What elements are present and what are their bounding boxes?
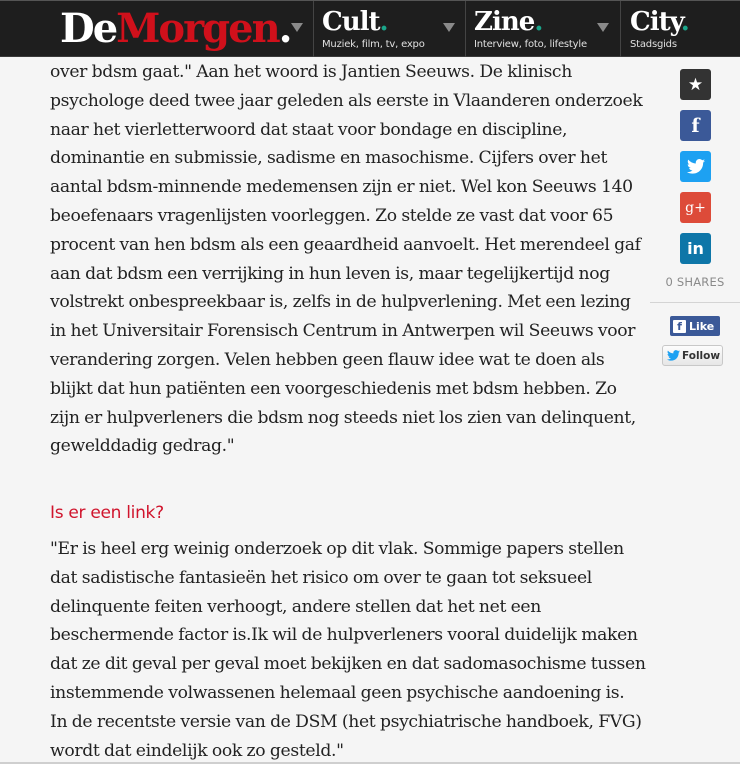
nav-item-cult[interactable]: [322, 1, 457, 57]
nav-city-subtitle: Stadsgids: [630, 39, 677, 50]
text-line: verandering zorgen. Velen hebben geen flauw idee wat te doen als: [50, 349, 605, 370]
follow-label: Follow: [682, 349, 721, 362]
text-line: beschermende factor is.Ik wil de hulpverleners vooral duidelijk maken: [50, 625, 638, 646]
text-line: over bdsm gaat." Aan het woord is Jantien Seeuws. De klinisch: [50, 62, 572, 82]
linkedin-share-button[interactable]: [680, 233, 711, 264]
social-share-sidebar: [650, 57, 740, 764]
twitter-bird-icon: [667, 350, 680, 361]
text-line: blijkt dat hun patiënten een voorgeschiedenis met bdsm hebben. Zo: [50, 378, 617, 399]
twitter-share-button[interactable]: [680, 151, 711, 182]
nav-divider: [465, 1, 466, 57]
facebook-share-button[interactable]: [680, 110, 711, 141]
logo-dot: .: [278, 5, 291, 52]
nav-item-city[interactable]: [630, 1, 730, 57]
zine-dropdown-caret-icon[interactable]: [597, 23, 609, 32]
star-icon: ★: [687, 74, 704, 95]
like-label: Like: [689, 319, 715, 333]
text-line: beoefenaars vragenlijsten voorleggen. Zo stelde ze vast dat voor 65: [50, 205, 614, 226]
text-line: procent van hen bdsm als een geaardheid aanvoelt. Het merendeel gaf: [50, 234, 641, 255]
nav-zine-title: Zine.: [474, 7, 543, 37]
article-paragraph: [50, 58, 642, 461]
text-line: dat sadistische fantasieën het risico om over te gaan tot seksueel: [50, 567, 592, 588]
nav-city-title: City.: [630, 7, 689, 37]
share-count: 0 SHARES: [665, 275, 725, 289]
cult-dropdown-caret-icon[interactable]: [443, 23, 455, 32]
text-line: "Er is heel erg weinig onderzoek op dit vlak. Sommige papers stellen: [50, 539, 624, 559]
text-line: delinquente feiten verhoogt, andere stellen dat het net een: [50, 596, 541, 617]
nav-item-zine[interactable]: [474, 1, 614, 57]
brand-dropdown-caret-icon[interactable]: [291, 23, 303, 32]
facebook-logo-icon: f: [673, 320, 686, 333]
de-morgen-logo[interactable]: [60, 5, 291, 53]
section-subheading: Is er een link?: [50, 503, 164, 523]
text-line: instemmende volwassenen helemaal geen psychische aandoening is.: [50, 682, 625, 703]
text-line: naar het vierletterwoord dat staat voor bondage en discipline,: [50, 119, 568, 140]
facebook-icon: f: [691, 114, 700, 137]
bookmark-button[interactable]: [680, 69, 711, 100]
nav-cult-title: Cult.: [322, 7, 388, 37]
linkedin-icon: in: [687, 239, 704, 258]
nav-cult-subtitle: Muziek, film, tv, expo: [322, 39, 425, 50]
nav-divider: [620, 1, 621, 57]
text-line: gewelddadig gedrag.": [50, 436, 235, 457]
text-line: psychologe deed twee jaar geleden als eerste in Vlaanderen onderzoek: [50, 90, 643, 111]
text-line: wordt dat eindelijk ook zo gesteld.": [50, 740, 344, 761]
text-line: in het Universitair Forensisch Centrum in Antwerpen wil Seeuws voor: [50, 321, 636, 342]
logo-morgen: Morgen: [116, 5, 279, 52]
sidebar-divider: [650, 302, 740, 303]
facebook-like-button[interactable]: [670, 316, 720, 336]
text-line: aan dat bdsm een verrijking in hun leven is, maar tegelijkertijd nog: [50, 263, 610, 284]
text-line: dat ze dit geval per geval moet bekijken en dat sadomasochisme tussen: [50, 654, 646, 675]
text-line: volstrekt onbespreekbaar is, zelfs in de hulpverlening. Met een lezing: [50, 292, 631, 313]
nav-divider: [313, 1, 314, 57]
twitter-follow-button[interactable]: [662, 345, 723, 366]
article-paragraph: [50, 535, 646, 764]
logo-de: De: [60, 5, 117, 52]
twitter-bird-icon: [687, 159, 705, 174]
nav-zine-subtitle: Interview, foto, lifestyle: [474, 39, 587, 50]
google-plus-icon: g+: [685, 199, 706, 216]
google-plus-share-button[interactable]: [680, 192, 711, 223]
text-line: aantal bdsm-minnende medemensen zijn er niet. Wel kon Seeuws 140: [50, 177, 633, 198]
text-line: In de recentste versie van de DSM (het psychiatrische handboek, FVG): [50, 711, 642, 732]
text-line: zijn er hulpverleners die bdsm nog steeds niet los zien van delinquent,: [50, 407, 636, 428]
top-navigation-bar: [0, 0, 740, 57]
text-line: dominantie en submissie, sadisme en masochisme. Cijfers over het: [50, 148, 608, 169]
